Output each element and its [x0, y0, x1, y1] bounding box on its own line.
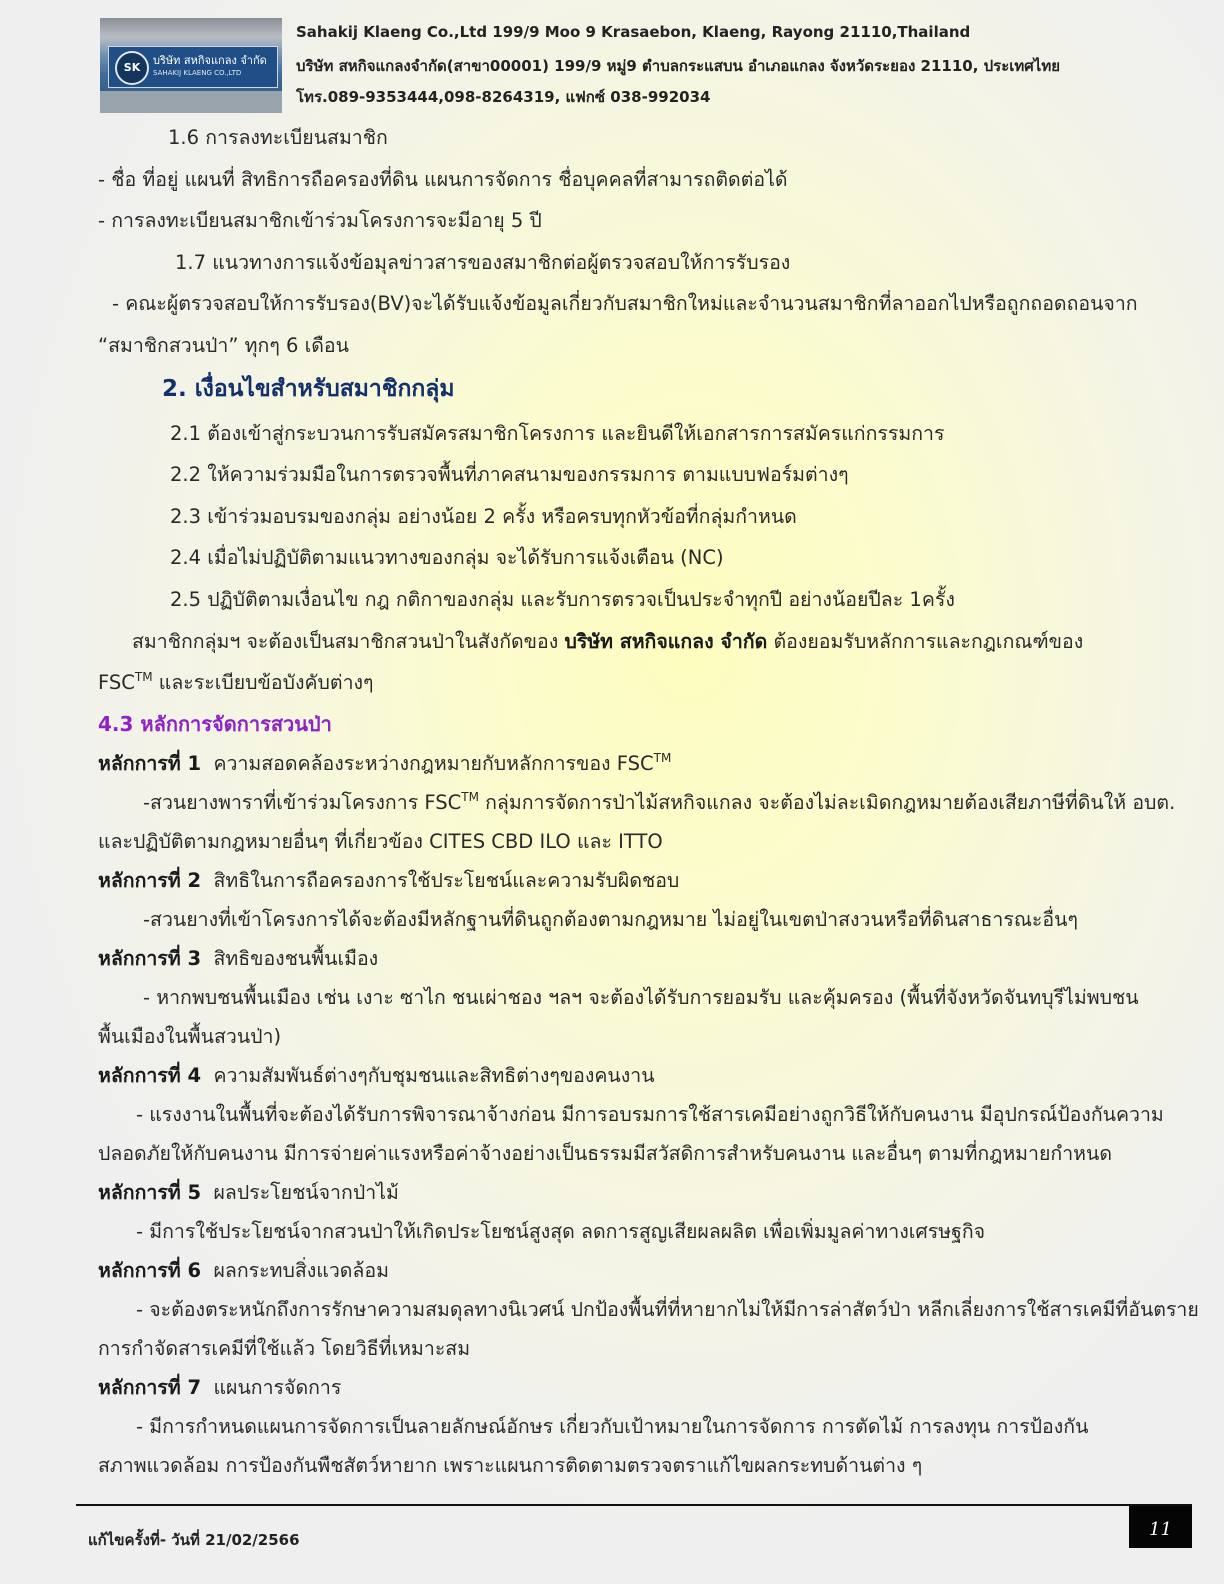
principle-1-desc-1: [143, 790, 1176, 814]
section-2-item: 2.1 ต้องเข้าสู่กระบวนการรับสมัครสมาชิกโครงการ และยินดีให้เอกสารการสมัครแก่กรรมการ: [170, 422, 945, 445]
principle-title: สิทธิในการถือครองการใช้ประโยชน์และความรับผิดชอบ: [213, 869, 680, 892]
principle-6-desc-2: การกำจัดสารเคมีที่ใช้แล้ว โดยวิธีที่เหมาะสม: [98, 1337, 471, 1360]
principle-4: [98, 1066, 655, 1086]
page-number: 11: [1129, 1506, 1192, 1548]
summary-2-text: และระเบียบข้อบังคับต่างๆ: [152, 671, 374, 694]
section-1-6-item-1: - ชื่อ ที่อยู่ แผนที่ สิทธิการถือครองที่ดิน แผนการจัดการ ชื่อบุคคลที่สามารถติดต่อได้: [98, 168, 788, 191]
principle-3-desc-2: พื้นเมืองในพื้นสวนป่า): [98, 1025, 282, 1048]
header-contact: โทร.089-9353444,098-8264319, แฟกซ์ 038-992034: [296, 88, 711, 106]
principle-2: [98, 871, 679, 891]
principle-label: หลักการที่ 6: [98, 1259, 202, 1282]
principle-1: [98, 751, 672, 775]
section-2-heading: 2. เงื่อนไขสำหรับสมาชิกกลุ่ม: [162, 376, 455, 402]
footer-divider: [76, 1504, 1192, 1506]
principle-6: [98, 1261, 389, 1281]
trademark: TM: [134, 670, 153, 684]
principle-7-desc-1: - มีการกำหนดแผนการจัดการเป็นลายลักษณ์อักษร เกี่ยวกับเป้าหมายในการจัดการ การตัดไม้ การลงทุน การป้องกัน: [136, 1415, 1089, 1438]
principle-title: ความสัมพันธ์ต่างๆกับชุมชนและสิทธิต่างๆของคนงาน: [213, 1064, 655, 1087]
principle-label: หลักการที่ 5: [98, 1181, 202, 1204]
principle-5-desc: - มีการใช้ประโยชน์จากสวนป่าให้เกิดประโยชน์สูงสุด ลดการสูญเสียผลผลิต เพื่อเพิ่มมูลค่าทางเศรษฐกิจ: [136, 1220, 986, 1243]
principle-label: หลักการที่ 4: [98, 1064, 202, 1087]
principle-5: [98, 1183, 399, 1203]
logo-sign: [108, 46, 278, 88]
principle-title: ผลประโยชน์จากป่าไม้: [213, 1181, 399, 1204]
principle-label: หลักการที่ 3: [98, 947, 202, 970]
principle-label: หลักการที่ 1: [98, 752, 202, 775]
section-2-item: 2.2 ให้ความร่วมมือในการตรวจพื้นที่ภาคสนามของกรรมการ ตามแบบฟอร์มต่างๆ: [170, 463, 849, 486]
principle-7-desc-2: สภาพแวดล้อม การป้องกันพืชสัตว์หายาก เพราะแผนการติดตามตรวจตราแก้ไขผลกระทบด้านต่าง ๆ: [98, 1454, 923, 1477]
principle-1-desc-post: กลุ่มการจัดการป่าไม้สหกิจแกลง จะต้องไม่ละเมิดกฎหมายต้องเสียภาษีที่ดินให้ อบต.: [478, 791, 1176, 814]
summary-text-pre: สมาชิกกลุ่มฯ จะต้องเป็นสมาชิกสวนป่าในสังกัดของ: [132, 630, 565, 653]
section-2-summary: [132, 632, 1083, 652]
section-2-item: 2.5 ปฏิบัติตามเงื่อนไข กฎ กติกาของกลุ่ม และรับการตรวจเป็นประจำทุกปี อย่างน้อยปีละ 1ครั้ง: [170, 588, 955, 611]
logo-text-en: SAHAKIJ KLAENG CO.,LTD: [153, 69, 242, 77]
section-2-summary-2: [98, 670, 374, 694]
logo-mark: SK: [115, 51, 149, 85]
section-1-6-item-2: - การลงทะเบียนสมาชิกเข้าร่วมโครงการจะมีอายุ 5 ปี: [98, 209, 542, 232]
principle-title: แผนการจัดการ: [213, 1376, 342, 1399]
principle-7: [98, 1378, 341, 1398]
section-1-7-para-2: “สมาชิกสวนป่า” ทุกๆ 6 เดือน: [98, 334, 349, 357]
principle-4-desc-1: - แรงงานในพื้นที่จะต้องได้รับการพิจารณาจ้างก่อน มีการอบรมการใช้สารเคมีอย่างถูกวิธีให้กับคนงาน มีอุปกรณ์ป้องกันความ: [136, 1103, 1164, 1126]
principle-title: ความสอดคล้องระหว่างกฎหมายกับหลักการของ FSC: [213, 752, 654, 775]
summary-text-post: ต้องยอมรับหลักการและกฎเกณฑ์ของ: [767, 630, 1084, 653]
trademark: TM: [461, 790, 479, 804]
company-name: บริษัท สหกิจแกลง จำกัด: [564, 630, 768, 653]
principle-label: หลักการที่ 7: [98, 1376, 202, 1399]
principle-3: [98, 949, 378, 969]
principle-6-desc-1: - จะต้องตระหนักถึงการรักษาความสมดุลทางนิเวศน์ ปกป้องพื้นที่ที่หายากไม่ให้มีการล่าสัตว์ป่า หลีกเลี่ยงการใช้สารเคมีที่อันตราย: [136, 1298, 1199, 1321]
letterhead: [100, 18, 1200, 114]
trademark: TM: [653, 751, 672, 765]
principle-1-desc-pre: -สวนยางพาราที่เข้าร่วมโครงการ FSC: [143, 791, 462, 814]
section-4-3-heading: 4.3 หลักการจัดการสวนป่า: [98, 712, 332, 736]
section-1-7-para-1: - คณะผู้ตรวจสอบให้การรับรอง(BV)จะได้รับแจ้งข้อมูลเกี่ยวกับสมาชิกใหม่และจำนวนสมาชิกที่ลาออกไปหรือถูกถอดถอนจาก: [112, 292, 1138, 315]
header-address-en: Sahakij Klaeng Co.,Ltd 199/9 Moo 9 Krasaebon, Klaeng, Rayong 21110,Thailand: [296, 23, 971, 41]
logo-ground: [100, 91, 282, 113]
principle-2-desc: -สวนยางที่เข้าโครงการได้จะต้องมีหลักฐานที่ดินถูกต้องตามกฎหมาย ไม่อยู่ในเขตป่าสงวนหรือที่ดินสาธารณะอื่นๆ: [143, 908, 1078, 931]
principle-title: สิทธิของชนพื้นเมือง: [213, 947, 379, 970]
section-1-6-title: 1.6 การลงทะเบียนสมาชิก: [168, 126, 388, 149]
principle-1-desc-2: และปฏิบัติตามกฎหมายอื่นๆ ที่เกี่ยวข้อง CITES CBD ILO และ ITTO: [98, 830, 663, 853]
principle-4-desc-2: ปลอดภัยให้กับคนงาน มีการจ่ายค่าแรงหรือค่าจ้างอย่างเป็นธรรมมีสวัสดิการสำหรับคนงาน และอื่นๆ ตามที่กฎหมายกำหนด: [98, 1142, 1113, 1165]
section-2-item: 2.3 เข้าร่วมอบรมของกลุ่ม อย่างน้อย 2 ครั้ง หรือครบทุกหัวข้อที่กลุ่มกำหนด: [170, 505, 797, 528]
section-2-item: 2.4 เมื่อไม่ปฏิบัติตามแนวทางของกลุ่ม จะได้รับการแจ้งเตือน (NC): [170, 546, 724, 569]
principle-title: ผลกระทบสิ่งแวดล้อม: [213, 1259, 389, 1282]
principle-3-desc-1: - หากพบชนพื้นเมือง เช่น เงาะ ซาไก ชนเผ่าชอง ฯลฯ จะต้องได้รับการยอมรับ และคุ้มครอง (พื้นที่จังหวัดจันทบุรีไม่พบชน: [143, 986, 1139, 1009]
fsc-label: FSC: [98, 671, 135, 694]
header-address-th: บริษัท สหกิจแกลงจำกัด(สาขา00001) 199/9 หมู่9 ตำบลกระแสบน อำเภอแกลง จังหวัดระยอง 21110, ประเทศไทย: [296, 57, 1061, 75]
section-1-7-title: 1.7 แนวทางการแจ้งข้อมุลข่าวสารของสมาชิกต่อผู้ตรวจสอบให้การรับรอง: [175, 251, 791, 274]
company-logo: [100, 18, 282, 113]
principle-label: หลักการที่ 2: [98, 869, 202, 892]
logo-text-th: บริษัท สหกิจแกลง จำกัด: [153, 54, 267, 67]
revision-info: แก้ไขครั้งที่- วันที่ 21/02/2566: [88, 1531, 300, 1549]
